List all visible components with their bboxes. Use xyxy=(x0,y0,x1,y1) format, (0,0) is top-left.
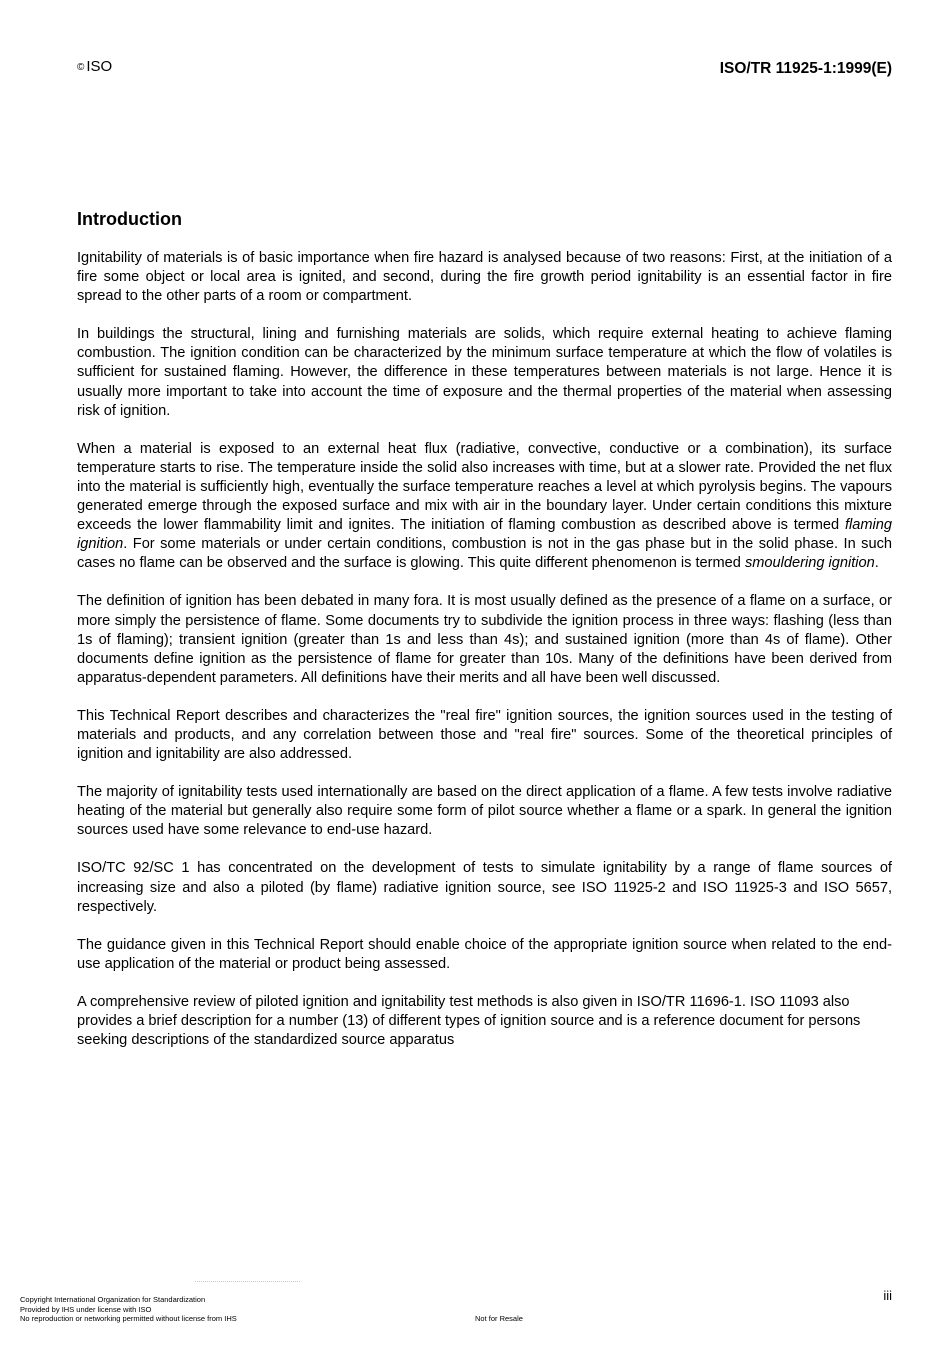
paragraph-3-part-c: . xyxy=(874,555,879,572)
section-title: Introduction xyxy=(77,209,182,229)
paragraph-6: The majority of ignitability tests used internationally are based on the direct application of a flame. A few tests involve radiative heating of the material but generally also require some form of pilot source whether a flame or a spark. In general the ignition sources used have some relevance to end-use hazard. xyxy=(77,784,892,839)
document-body xyxy=(77,207,892,1069)
header-doc-id: ISO/TR 11925-1:1999(E) xyxy=(719,60,892,77)
footer-line-2: Provided by IHS under license with ISO xyxy=(20,1304,152,1314)
header-copyright xyxy=(77,58,112,75)
paragraph-7: ISO/TC 92/SC 1 has concentrated on the development of tests to simulate ignitability by a range of flame sources of increasing size and also a piloted (by flame) radiative ignition source, see ISO 11925-2 and ISO 11925-3 and ISO 5657, respectively. xyxy=(77,860,892,915)
page-number: iii xyxy=(883,1288,892,1303)
paragraph-2: In buildings the structural, lining and furnishing materials are solids, which require external heating to achieve flaming combustion. The ignition condition can be characterized by the minimum surface temperature at which the flow of volatiles is sufficient for sustained flaming. However, the difference in these temperatures between materials is not large. Hence it is usually more important to take into account the time of exposure and the thermal properties of the material when assessing risk of ignition. xyxy=(77,326,892,419)
paragraph-3-part-b: . For some materials or under certain conditions, combustion is not in the gas phase but in the solid phase. In such cases no flame can be observed and the surface is glowing. This quite different phenomenon is termed xyxy=(77,536,892,572)
term-flaming-ignition: flaming ignition xyxy=(77,517,892,553)
paragraph-5: This Technical Report describes and characterizes the "real fire" ignition sources, the ignition sources used in the testing of materials and products, and any correlation between those and "real fire" sources. Some of the theoretical principles of ignition and ignitability are also addressed. xyxy=(77,707,892,763)
paragraph-8: The guidance given in this Technical Report should enable choice of the appropriate ignition source when related to the end-use application of the material or product being assessed. xyxy=(77,936,892,972)
copyright-symbol: © xyxy=(77,62,85,73)
footer-not-for-resale: Not for Resale xyxy=(475,1314,523,1323)
paragraph-3-part-a: When a material is exposed to an external heat flux (radiative, convective, conductive or a combination), its surface temperature starts to rise. The temperature inside the solid also increases with time, but at a slower rate. Provided the net flux into the material is sufficiently high, eventually the surface temperature reaches a level at which pyrolysis begins. The vapours generated emerge through the exposed surface and mix with air in the boundary layer. Under certain conditions this mixture exceeds the lower flammability limit and ignites. The initiation of flaming combustion as described above is termed xyxy=(77,440,892,534)
footer-license xyxy=(20,1295,237,1324)
term-smouldering-ignition: smouldering ignition xyxy=(744,555,875,572)
paragraph-4: The definition of ignition has been debated in many fora. It is most usually defined as the presence of a flame on a surface, or more simply the persistence of flame. Some documents try to subdivide the ignition process in three ways: flashing (less than 1s of flaming); transient ignition (greater than 1s and less than 4s); and sustained ignition (more than 4s of flame). Other documents define ignition as the persistence of flame for greater than 10s. Many of the definitions have been derived from apparatus-dependent parameters. All definitions have their merits and all have been well discussed. xyxy=(77,593,892,686)
paragraph-1: Ignitability of materials is of basic importance when fire hazard is analysed because of two reasons: First, at the initiation of a fire some object or local area is ignited, and second, during the fire growth period ignitability is an essential factor in fire spread to the other parts of a room or compartment. xyxy=(77,250,892,305)
paragraph-9: A comprehensive review of piloted ignition and ignitability test methods is also given in ISO/TR 11696-1. ISO 11093 also provides a brief description for a number (13) of different types of ignition source and is a reference document for persons seeking descriptions of the standardized source apparatus xyxy=(77,993,861,1049)
footer-line-3: No reproduction or networking permitted without license from IHS xyxy=(20,1314,237,1323)
paragraph-3 xyxy=(77,440,892,574)
faint-watermark-line xyxy=(195,1281,300,1283)
footer-line-1: Copyright International Organization for Standardization xyxy=(20,1295,206,1304)
header-org: ISO xyxy=(86,58,113,75)
